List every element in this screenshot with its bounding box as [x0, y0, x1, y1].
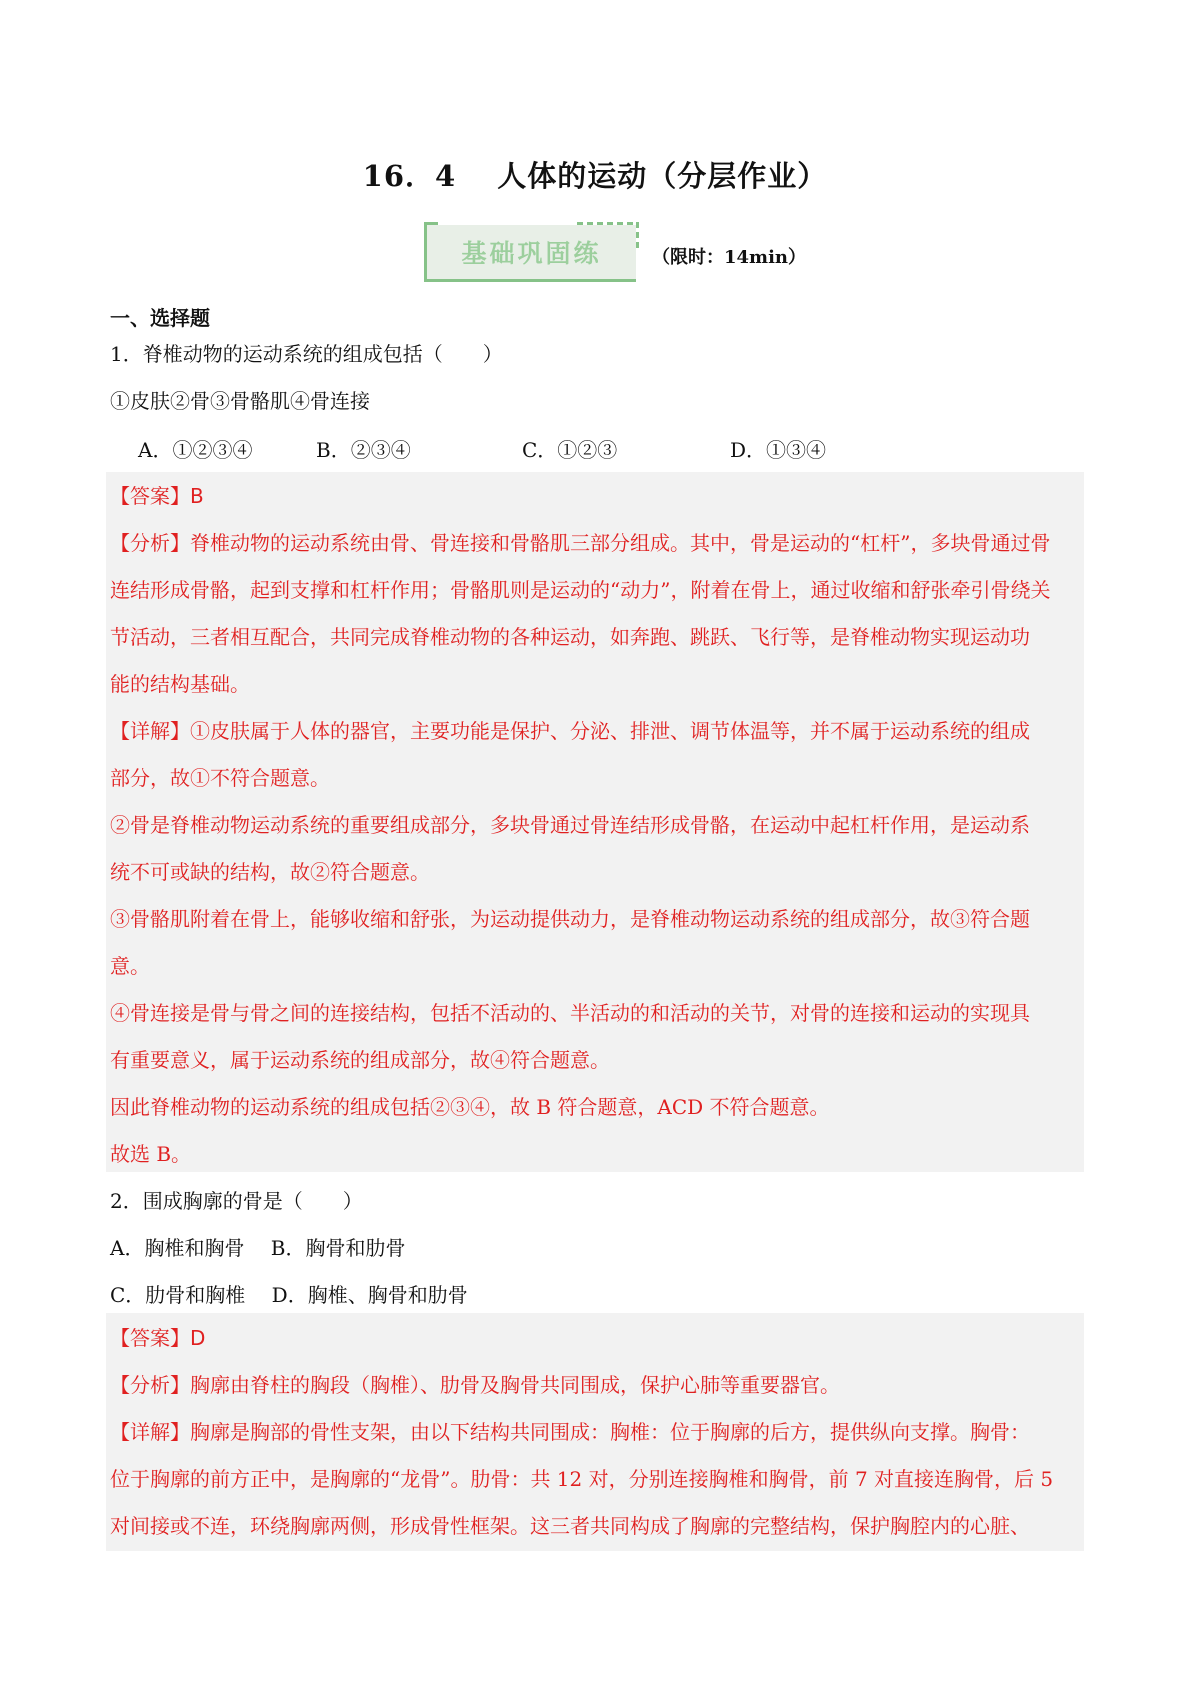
- badge-dashed-right: [636, 222, 639, 252]
- time-limit: （限时：14min）: [652, 247, 807, 268]
- analysis-text: 胸廓由脊柱的胸段（胸椎）、肋骨及胸骨共同围成，保护心肺等重要器官。: [190, 1373, 840, 1397]
- q2-detail-line: 位于胸廓的前方正中，是胸廓的“龙骨”。肋骨：共 12 对，分别连接胸椎和胸骨，前 7 对直接连胸骨，后 5: [110, 1467, 1054, 1491]
- q1-detail-line: ③骨骼肌附着在骨上，能够收缩和舒张，为运动提供动力，是脊椎动物运动系统的组成部分，故③符合题: [110, 907, 1030, 931]
- q1-analysis-line: 能的结构基础。: [110, 672, 250, 696]
- q1-option-c: C．①②③: [522, 438, 618, 462]
- section-heading: 一、选择题: [110, 306, 210, 330]
- q1-options: [138, 434, 938, 464]
- q1-detail-line: 部分，故①不符合题意。: [110, 766, 330, 790]
- answer-label: 【答案】: [110, 1326, 190, 1350]
- q1-detail-line: 统不可或缺的结构，故②符合题意。: [110, 860, 430, 884]
- q1-detail-line: 因此脊椎动物的运动系统的组成包括②③④，故 B 符合题意，ACD 不符合题意。: [110, 1095, 830, 1119]
- q1-detail-line: [110, 716, 1030, 746]
- q1-stem: 1．脊椎动物的运动系统的组成包括（ ）: [110, 342, 503, 366]
- q1-detail-line: ②骨是脊椎动物运动系统的重要组成部分，多块骨通过骨连结形成骨骼，在运动中起杠杆作用，是运动系: [110, 813, 1030, 837]
- q2-options-row: A．胸椎和胸骨 B．胸骨和肋骨: [110, 1236, 406, 1260]
- detail-label: 【详解】: [110, 1420, 190, 1444]
- analysis-text: 脊椎动物的运动系统由骨、骨连接和骨骼肌三部分组成。其中，骨是运动的“杠杆”，多块骨通过骨: [190, 531, 1051, 555]
- detail-text: 胸廓是胸部的骨性支架，由以下结构共同围成：胸椎：位于胸廓的后方，提供纵向支撑。胸骨：: [190, 1420, 1030, 1444]
- analysis-label: 【分析】: [110, 531, 190, 555]
- q1-option-a: A．①②③④: [138, 438, 253, 462]
- q1-analysis-line: [110, 528, 1050, 558]
- q1-detail-line: 意。: [110, 954, 150, 978]
- q1-option-d: D．①③④: [730, 438, 827, 462]
- page-title: 16．4 人体的运动（分层作业）: [362, 159, 828, 193]
- answer-value: D: [190, 1326, 206, 1350]
- q1-answer: [110, 481, 204, 511]
- section-badge: [424, 225, 636, 282]
- q2-detail-line: 对间接或不连，环绕胸廓两侧，形成骨性框架。这三者共同构成了胸廓的完整结构，保护胸腔内的心脏、: [110, 1514, 1030, 1538]
- q1-analysis-line: 连结形成骨骼，起到支撑和杠杆作用；骨骼肌则是运动的“动力”，附着在骨上，通过收缩和舒张牵引骨绕关: [110, 578, 1051, 602]
- q1-option-b: B．②③④: [316, 438, 411, 462]
- q1-detail-line: 有重要意义，属于运动系统的组成部分，故④符合题意。: [110, 1048, 610, 1072]
- q2-options-row: C．肋骨和胸椎 D．胸椎、胸骨和肋骨: [110, 1283, 468, 1307]
- analysis-label: 【分析】: [110, 1373, 190, 1397]
- answer-value: B: [190, 484, 204, 508]
- detail-text: ①皮肤属于人体的器官，主要功能是保护、分泌、排泄、调节体温等，并不属于运动系统的组成: [190, 719, 1030, 743]
- q2-stem: 2．围成胸廓的骨是（ ）: [110, 1189, 363, 1213]
- q1-analysis-line: 节活动，三者相互配合，共同完成脊椎动物的各种运动，如奔跑、跳跃、飞行等，是脊椎动物实现运动功: [110, 625, 1030, 649]
- q2-answer: [110, 1323, 205, 1353]
- q2-analysis-line: [110, 1370, 840, 1400]
- detail-label: 【详解】: [110, 719, 190, 743]
- answer-label: 【答案】: [110, 484, 190, 508]
- q1-items: ①皮肤②骨③骨骼肌④骨连接: [110, 389, 370, 413]
- q1-detail-line: ④骨连接是骨与骨之间的连接结构，包括不活动的、半活动的和活动的关节，对骨的连接和运动的实现具: [110, 1001, 1030, 1025]
- badge-label: 基础巩固练: [461, 239, 602, 268]
- q1-detail-line: 故选 B。: [110, 1142, 192, 1166]
- q2-detail-line: [110, 1417, 1030, 1447]
